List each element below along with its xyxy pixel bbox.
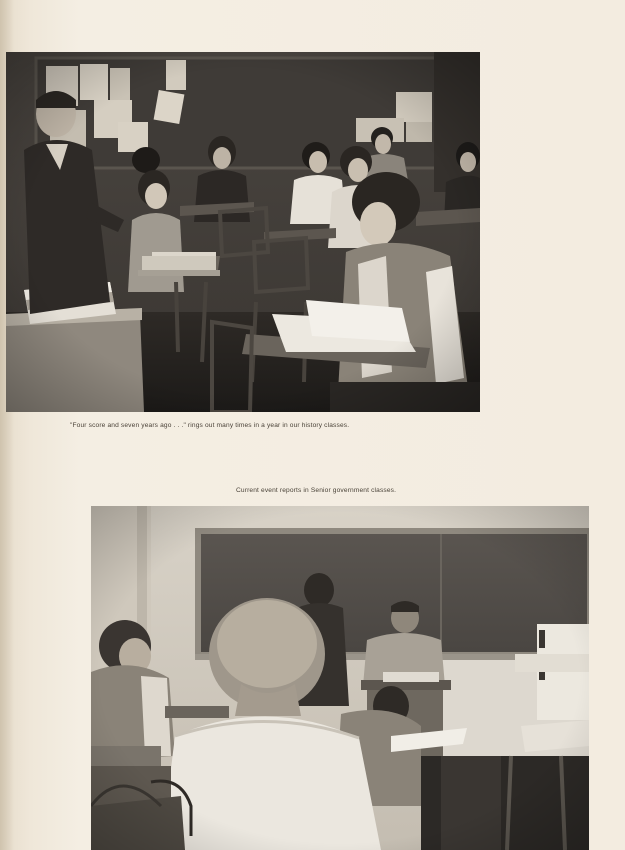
history-class-caption: "Four score and seven years ago . . ." rings out many times in a year in our history classes. [70, 422, 350, 429]
history-class-photo [6, 52, 480, 412]
government-class-caption: Current event reports in Senior government classes. [236, 487, 397, 494]
government-class-photo [91, 506, 589, 850]
